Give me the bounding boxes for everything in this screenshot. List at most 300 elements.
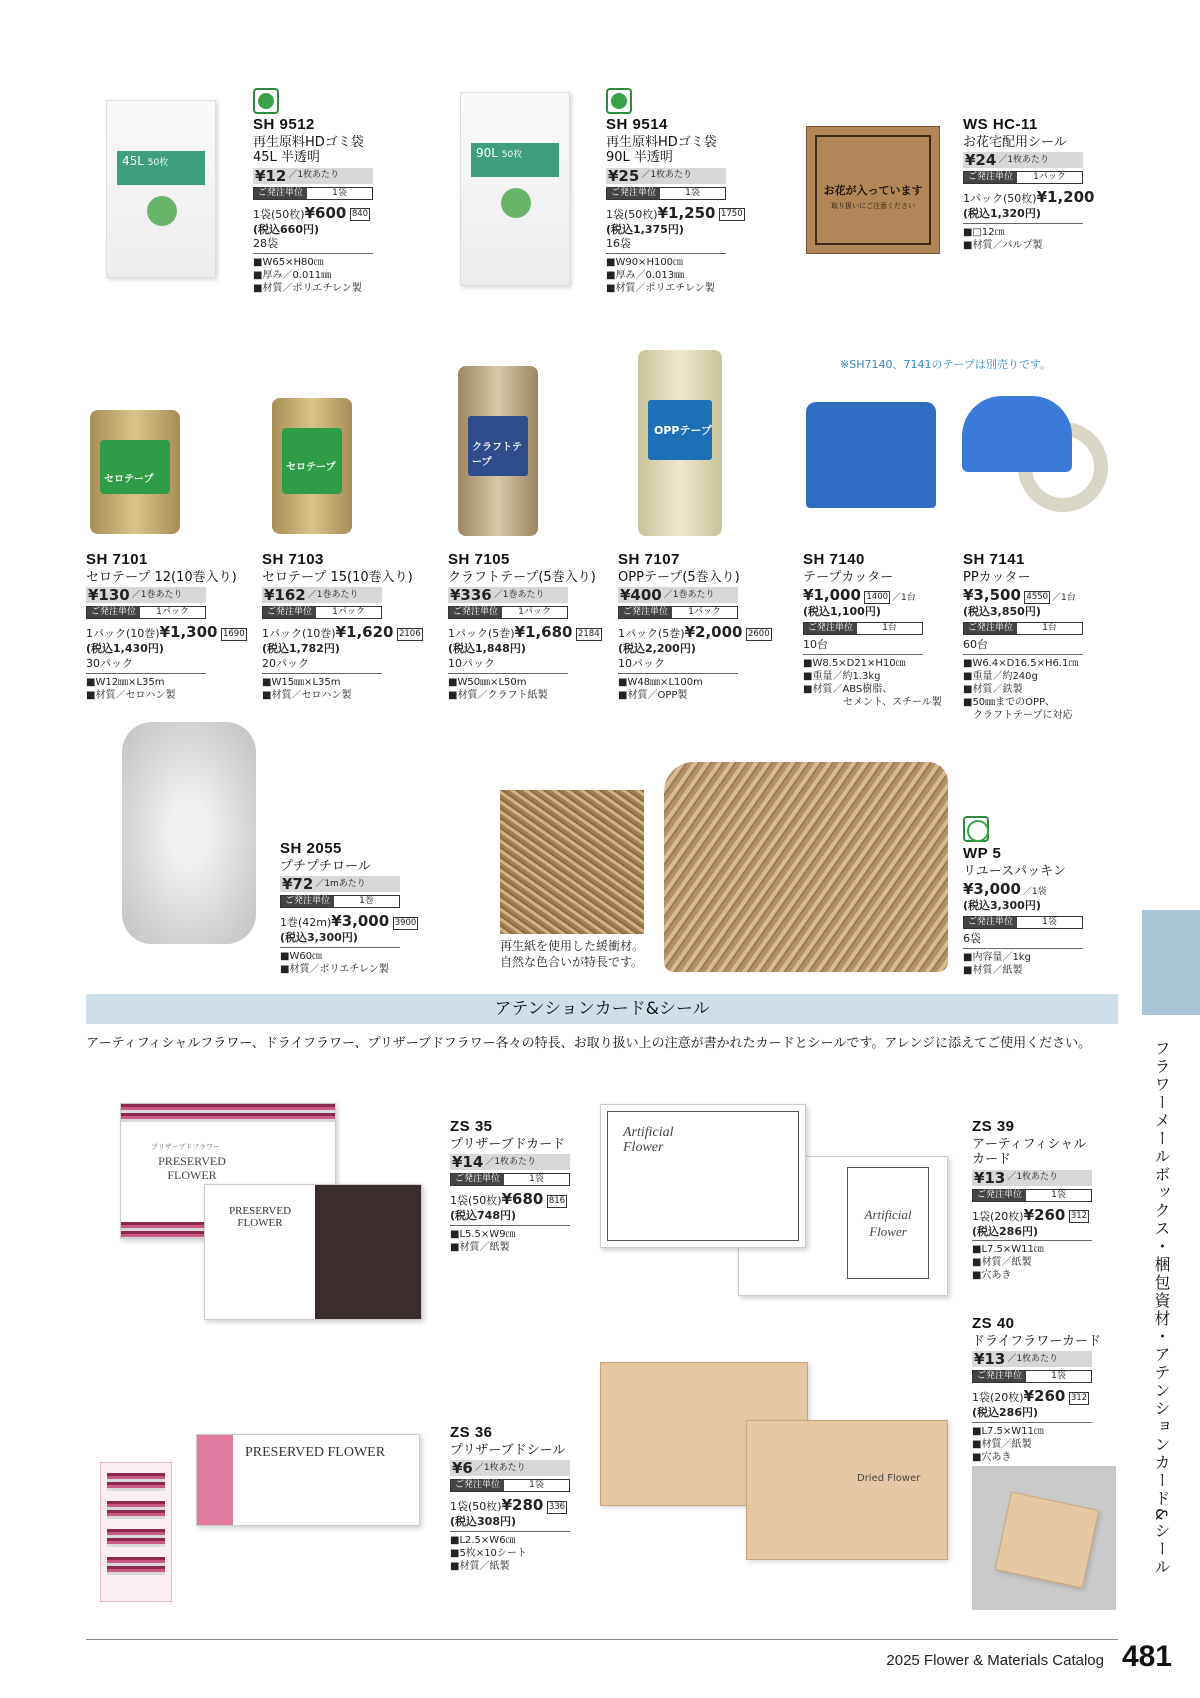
product-name: お花宅配用シール — [963, 134, 1067, 150]
spec-line: ■5枚×10シート — [450, 1547, 527, 1559]
dried-flower-card-hanging-image — [972, 1466, 1116, 1610]
order-unit-label: ご発注単位 — [964, 172, 1017, 183]
number-box: 2600 — [747, 628, 770, 639]
pack-size: 1袋(50枚) — [450, 1500, 502, 1514]
order-unit-value: 1袋 — [685, 187, 700, 198]
bubble-wrap-roll-image — [122, 722, 256, 944]
product-sh7141 — [963, 551, 1123, 722]
order-unit-row — [963, 916, 1083, 929]
tax-price: (税込1,848円) — [448, 642, 526, 656]
case-quantity: 16袋 — [606, 237, 726, 254]
tax-price: (税込3,850円) — [963, 605, 1041, 619]
spec-line: ■W60㎝ — [280, 950, 323, 962]
unit-per: ／1枚あたり — [641, 170, 693, 181]
spec-line: ■材質／紙製 — [450, 1241, 510, 1253]
number-box: 4550 — [1026, 591, 1049, 602]
spec-line: ■W50㎜×L50m — [448, 676, 527, 688]
product-zs36 — [450, 1424, 610, 1573]
product-name: アーティフィシャル カード — [972, 1136, 1087, 1168]
cellotape-15-image — [272, 398, 352, 534]
spec-line: ■W90×H100㎝ — [606, 257, 684, 269]
order-unit-row — [86, 606, 206, 619]
side-index-tab — [1142, 910, 1200, 1015]
product-sh7103 — [262, 551, 422, 702]
spec-line: ■材質／セロハン製 — [86, 689, 176, 701]
tape-label — [648, 400, 712, 460]
pack-size: 1パック(50枚) — [963, 192, 1037, 206]
unit-price: ¥6 — [452, 1458, 473, 1477]
pack-size: 1パック(10巻) — [86, 627, 160, 641]
unit-price-row — [450, 1154, 570, 1170]
product-wshc11 — [963, 116, 1123, 252]
order-unit-value: 1パック — [156, 607, 189, 618]
case-quantity: 10パック — [618, 657, 738, 674]
unit-price-row — [803, 586, 963, 605]
number-box: 3900 — [394, 917, 417, 928]
product-name: プチプチロール — [280, 858, 371, 874]
order-unit-label: ご発注単位 — [87, 607, 140, 618]
product-code: ZS 36 — [450, 1424, 493, 1441]
order-unit-label: ご発注単位 — [451, 1480, 504, 1491]
order-unit-row — [262, 606, 382, 619]
unit-price: ¥1,000 — [803, 586, 861, 605]
shredded-paper-closeup-image — [500, 790, 644, 934]
pack-size: 1袋(50枚) — [450, 1194, 502, 1208]
order-unit-value: 1袋 — [1042, 916, 1057, 927]
tax-price: (税込660円) — [253, 222, 320, 236]
unit-per: ／1枚あたり — [1007, 1172, 1059, 1183]
case-quantity: 20パック — [262, 657, 382, 674]
order-unit-label: ご発注単位 — [263, 607, 316, 618]
unit-per: ／1枚あたり — [998, 154, 1050, 165]
product-name: リユースパッキン — [963, 863, 1066, 879]
tax-price: (税込1,782円) — [262, 642, 340, 656]
product-zs39 — [972, 1118, 1132, 1282]
side-index-label: フラワーメールボックス・梱包資材・アテンションカード&シール — [1152, 1040, 1171, 1577]
tape-label-text: セロテープ — [104, 474, 154, 485]
tape-label — [100, 440, 170, 494]
spec-line: ■L7.5×W11㎝ — [972, 1244, 1044, 1256]
product-name: セロテープ 12(10巻入り) — [86, 569, 237, 585]
card-title: Artificial Flower — [623, 1125, 674, 1156]
order-unit-label: ご発注単位 — [973, 1190, 1026, 1201]
pack-size: 1パック(5巻) — [448, 627, 515, 641]
spec-line: ■材質／ポリエチレン製 — [280, 963, 389, 975]
unit-price: ¥3,500 — [963, 586, 1021, 605]
order-unit-value: 1袋 — [332, 187, 347, 198]
spec-line: ■厚み／0.013㎜ — [606, 270, 685, 282]
tax-price: (税込3,300円) — [963, 899, 1041, 913]
bag-count: 50枚 — [147, 158, 169, 168]
card-right-panel — [315, 1185, 421, 1319]
order-unit-value: 1袋 — [1051, 1189, 1066, 1200]
order-unit-value: 1袋 — [1051, 1371, 1066, 1382]
cellotape-12-image — [90, 410, 180, 534]
pack-price: ¥1,680 — [514, 623, 573, 642]
tree-icon — [501, 188, 531, 218]
unit-price: ¥13 — [974, 1168, 1006, 1187]
section-description: アーティフィシャルフラワー、ドライフラワー、プリザーブドフラワー各々の特長、お取り扱い上の注意が書かれたカードとシールです。アレンジに添えてご使用ください。 — [86, 1036, 1092, 1051]
page-number: 481 — [1121, 1640, 1172, 1673]
bag-label — [117, 151, 205, 185]
pack-size: 1パック(10巻) — [262, 627, 336, 641]
spec-line: ■材質／ポリエチレン製 — [253, 283, 362, 295]
unit-per: ／1袋 — [1022, 887, 1047, 898]
unit-per: ／1mあたり — [315, 878, 366, 889]
unit-price-row — [280, 876, 400, 892]
product-name: テープカッター — [803, 569, 894, 585]
unit-price: ¥25 — [608, 166, 640, 185]
unit-per: ／1巻あたり — [131, 589, 183, 600]
pack-price-row — [450, 1190, 610, 1209]
card-title: PRESERVED FLOWER — [158, 1154, 226, 1183]
pack-size: 1袋(50枚) — [253, 207, 305, 221]
pack-price-row — [280, 912, 440, 931]
spec-line: ■50㎜までのOPP、 — [963, 696, 1056, 708]
spec-line: ■材質／ABS樹脂、 — [803, 683, 893, 695]
pp-cutter-image — [958, 392, 1110, 532]
tape-label-text: クラフトテープ — [472, 442, 522, 468]
reuse-packing-bag-image — [664, 762, 948, 972]
order-unit-value: 1巻 — [359, 896, 374, 907]
hanging-tag — [995, 1492, 1100, 1589]
number-box: 1690 — [222, 628, 245, 639]
order-unit-row — [448, 606, 568, 619]
card-title: Artificial Flower — [864, 1207, 912, 1239]
seal-title: PRESERVED FLOWER — [245, 1445, 386, 1460]
spec-line: セメント、スチール製 — [803, 696, 942, 708]
bag-size: 45L — [122, 154, 144, 168]
order-unit-label: ご発注単位 — [964, 917, 1017, 928]
number-box: 2106 — [398, 628, 421, 639]
unit-per: ／1枚あたり — [288, 170, 340, 181]
product-code: SH 2055 — [280, 840, 342, 857]
spec-line: ■W48㎜×L100m — [618, 676, 703, 688]
tape-label — [282, 428, 342, 494]
bag-label — [471, 143, 559, 177]
bag-size: 90L — [476, 146, 498, 160]
order-unit-label: ご発注単位 — [973, 1371, 1026, 1382]
order-unit-label: ご発注単位 — [451, 1174, 504, 1185]
pack-price: ¥1,620 — [335, 623, 394, 642]
order-unit-row — [963, 622, 1083, 635]
case-quantity: 30パック — [86, 657, 206, 674]
case-quantity: 10パック — [448, 657, 568, 674]
order-unit-label: ご発注単位 — [607, 188, 660, 199]
order-unit-value: 1台 — [1042, 622, 1057, 633]
recycle-globe-icon — [963, 816, 989, 842]
garbage-bag-90l-image — [460, 92, 570, 286]
product-sh7105 — [448, 551, 608, 702]
number-box: 2184 — [577, 628, 600, 639]
tape-dispenser-image — [806, 402, 936, 508]
pack-price: ¥2,000 — [684, 623, 743, 642]
order-unit-label: ご発注単位 — [964, 623, 1017, 634]
product-name: セロテープ 15(10巻入り) — [262, 569, 413, 585]
unit-price: ¥24 — [965, 150, 997, 169]
pack-price: ¥1,300 — [159, 623, 218, 642]
pack-price-row — [86, 623, 246, 642]
order-unit-value: 1パック — [1033, 172, 1066, 183]
seal-text — [817, 182, 929, 211]
product-sh7140 — [803, 551, 963, 709]
spec-line: ■材質／紙製 — [963, 964, 1023, 976]
unit-price-row — [963, 880, 1123, 899]
spec-line: ■穴あき — [972, 1451, 1012, 1463]
product-sh7101 — [86, 551, 246, 702]
pack-size: 1袋(50枚) — [606, 207, 658, 221]
spec-line: ■L5.5×W9㎝ — [450, 1228, 516, 1240]
pack-size: 1パック(5巻) — [618, 627, 685, 641]
product-code: SH 7103 — [262, 551, 324, 568]
pack-price: ¥680 — [501, 1190, 544, 1209]
unit-price: ¥72 — [282, 874, 314, 893]
spec-line: ■□12㎝ — [963, 226, 1005, 238]
product-sh7107 — [618, 551, 778, 702]
product-name: ドライフラワーカード — [972, 1333, 1101, 1349]
product-name: プリザーブドカード — [450, 1136, 566, 1152]
unit-price-row — [963, 586, 1123, 605]
unit-price-row — [448, 587, 568, 603]
tape-label — [468, 416, 528, 476]
order-unit-value: 1パック — [518, 607, 551, 618]
section-title: アテンションカード&シール — [86, 994, 1118, 1024]
pack-size: 1巻(42m) — [280, 916, 332, 930]
card-left-panel — [205, 1185, 315, 1319]
order-unit-row — [450, 1479, 570, 1492]
product-code: WP 5 — [963, 845, 1002, 862]
pack-price-row — [253, 204, 413, 223]
product-wp5 — [963, 845, 1123, 977]
unit-price: ¥14 — [452, 1152, 484, 1171]
unit-price: ¥13 — [974, 1349, 1006, 1368]
seal-row — [107, 1501, 165, 1519]
tax-price: (税込286円) — [972, 1225, 1092, 1242]
number-box: 312 — [1070, 1211, 1088, 1222]
tape-label-text: OPPテープ — [654, 424, 712, 437]
spec-line: ■L2.5×W6㎝ — [450, 1534, 516, 1546]
preserved-seal-closeup-image — [196, 1434, 420, 1526]
product-code: ZS 39 — [972, 1118, 1015, 1135]
order-unit-row — [450, 1173, 570, 1186]
spec-line: クラフトテープに対応 — [963, 709, 1073, 721]
pack-price-row — [972, 1206, 1132, 1225]
pack-price-row — [606, 204, 766, 223]
unit-per: ／1枚あたり — [474, 1462, 526, 1473]
spec-line: ■材質／OPP製 — [618, 689, 688, 701]
cutter-frame — [962, 396, 1072, 472]
bag-count: 50枚 — [501, 150, 523, 160]
product-code: WS HC-11 — [963, 116, 1038, 133]
pack-size: 1袋(20枚) — [972, 1209, 1024, 1223]
pack-price-row — [963, 188, 1123, 207]
kraft-tape-image — [458, 366, 538, 536]
tape-sold-separately-note: ※SH7140、7141のテープは別売りです。 — [840, 358, 1052, 371]
shred-caption — [500, 938, 644, 970]
pack-price: ¥600 — [304, 203, 347, 222]
pack-price-row — [448, 623, 608, 642]
unit-price-row — [450, 1460, 570, 1476]
order-unit-value: 1台 — [882, 622, 897, 633]
order-unit-label: ご発注単位 — [449, 607, 502, 618]
flower-delivery-seal-image — [806, 126, 940, 254]
pack-price-row — [262, 623, 422, 642]
card-title: Dried Flower — [857, 1473, 921, 1484]
unit-price: ¥3,000 — [963, 880, 1021, 899]
product-sh2055 — [280, 840, 440, 976]
order-unit-label: ご発注単位 — [254, 188, 307, 199]
order-unit-value: 1パック — [688, 607, 721, 618]
unit-per: ／1巻あたり — [663, 589, 715, 600]
seal-row — [107, 1473, 165, 1491]
case-quantity: 10台 — [803, 638, 923, 655]
case-quantity: 6袋 — [963, 932, 1083, 949]
spec-line: ■材質／セロハン製 — [262, 689, 352, 701]
spec-line: ■重量／約240g — [963, 670, 1038, 682]
order-unit-value: 1袋 — [529, 1480, 544, 1491]
unit-per: ／1台 — [892, 593, 916, 604]
spec-line: ■重量／約1.3kg — [803, 670, 881, 682]
caption-line: 再生紙を使用した緩衝材。 — [500, 939, 645, 953]
product-sh9512 — [253, 116, 413, 295]
pack-price: ¥1,200 — [1036, 188, 1095, 207]
card-stripe — [121, 1104, 335, 1122]
product-code: SH 7101 — [86, 551, 148, 568]
unit-price-row — [606, 168, 726, 184]
order-unit-row — [253, 187, 373, 200]
card-subtitle: プリザーブドフラワー — [151, 1143, 221, 1151]
product-sh9514 — [606, 116, 766, 295]
tax-price: (税込3,300円) — [280, 931, 400, 948]
order-unit-row — [280, 895, 400, 908]
tax-price: (税込748円) — [450, 1209, 570, 1226]
seal-row — [107, 1557, 165, 1575]
pack-price: ¥260 — [1023, 1387, 1066, 1406]
opp-tape-image — [638, 350, 722, 536]
unit-price: ¥400 — [620, 585, 662, 604]
eco-mark-icon — [253, 88, 279, 114]
tax-price: (税込1,320円) — [963, 207, 1083, 224]
spec-line: ■W8.5×D21×H10㎝ — [803, 657, 906, 669]
spec-line: ■W6.4×D16.5×H6.1㎝ — [963, 657, 1079, 669]
card-title: PRESERVED FLOWER — [228, 1205, 292, 1229]
order-unit-label: ご発注単位 — [281, 896, 334, 907]
product-zs40 — [972, 1315, 1132, 1464]
preserved-card-back-image — [204, 1184, 422, 1320]
unit-price-row — [972, 1170, 1092, 1186]
product-zs35 — [450, 1118, 610, 1254]
footer-divider — [86, 1639, 1118, 1640]
product-code: SH 7140 — [803, 551, 865, 568]
pack-price-row — [972, 1387, 1132, 1406]
spec-line: ■穴あき — [972, 1270, 1012, 1282]
footer-catalog-name: 2025 Flower & Materials Catalog — [886, 1652, 1104, 1669]
unit-price-row — [253, 168, 373, 184]
spec-line: ■材質／紙製 — [972, 1438, 1032, 1450]
unit-per: ／1枚あたり — [485, 1156, 537, 1167]
product-name: PPカッター — [963, 569, 1031, 585]
number-box: 312 — [1070, 1392, 1088, 1403]
unit-price-row — [972, 1351, 1092, 1367]
unit-price-row — [262, 587, 382, 603]
dried-flower-card-back-image — [746, 1420, 948, 1560]
product-name: 再生原料HDゴミ袋 90L 半透明 — [606, 134, 717, 166]
number-box: 1750 — [720, 209, 743, 220]
spec-line: ■W12㎜×L35m — [86, 676, 165, 688]
order-unit-label: ご発注単位 — [804, 623, 857, 634]
order-unit-row — [606, 187, 726, 200]
product-code: SH 7107 — [618, 551, 680, 568]
unit-price-row — [963, 152, 1083, 168]
pack-price-row — [618, 623, 778, 642]
spec-line: ■W65×H80㎝ — [253, 257, 324, 269]
seal-row — [107, 1529, 165, 1547]
unit-price-row — [618, 587, 738, 603]
number-box: 816 — [548, 1195, 566, 1206]
spec-line: ■材質／紙製 — [972, 1257, 1032, 1269]
tree-icon — [147, 196, 177, 226]
order-unit-label: ご発注単位 — [619, 607, 672, 618]
tax-price: (税込1,430円) — [86, 642, 164, 656]
order-unit-row — [803, 622, 923, 635]
tax-price: (税込2,200円) — [618, 642, 696, 656]
unit-per: ／1巻あたり — [493, 589, 545, 600]
order-unit-value: 1パック — [332, 607, 365, 618]
spec-line: ■材質／鉄製 — [963, 683, 1023, 695]
spec-line: ■材質／ポリエチレン製 — [606, 283, 715, 295]
product-name: プリザーブドシール — [450, 1442, 566, 1458]
caption-line: 自然な色合いが特長です。 — [500, 955, 644, 970]
preserved-seal-sheet-image — [100, 1462, 172, 1602]
seal-subtitle: 取り扱いにご注意ください — [831, 202, 915, 210]
tax-price: (税込1,375円) — [606, 222, 684, 236]
unit-price: ¥12 — [255, 166, 287, 185]
spec-line: ■内容量／1kg — [963, 951, 1031, 963]
product-name: 再生原料HDゴミ袋 45L 半透明 — [253, 134, 364, 166]
spec-line: ■L7.5×W11㎝ — [972, 1425, 1044, 1437]
product-code: ZS 35 — [450, 1118, 493, 1135]
spec-line: ■W15㎜×L35m — [262, 676, 341, 688]
unit-price: ¥162 — [264, 585, 306, 604]
number-box: 840 — [351, 209, 369, 220]
spec-line: ■厚み／0.011㎜ — [253, 270, 332, 282]
unit-per: ／1台 — [1052, 593, 1076, 604]
product-code: ZS 40 — [972, 1315, 1015, 1332]
pack-price: ¥260 — [1023, 1205, 1066, 1224]
order-unit-row — [972, 1370, 1092, 1383]
order-unit-row — [963, 171, 1083, 184]
product-code: SH 9512 — [253, 116, 315, 133]
number-box: 1400 — [866, 591, 889, 602]
pack-price-row — [450, 1496, 610, 1515]
unit-per: ／1枚あたり — [1007, 1353, 1059, 1364]
case-quantity: 28袋 — [253, 237, 373, 254]
tax-price: (税込308円) — [450, 1515, 570, 1532]
product-name: クラフトテープ(5巻入り) — [448, 569, 596, 585]
unit-price: ¥130 — [88, 585, 130, 604]
eco-mark-icon — [606, 88, 632, 114]
product-code: SH 9514 — [606, 116, 668, 133]
unit-price: ¥336 — [450, 585, 492, 604]
seal-pink-edge — [197, 1435, 233, 1525]
artificial-card-front-image — [600, 1104, 806, 1248]
product-name: OPPテープ(5巻入り) — [618, 569, 740, 585]
order-unit-value: 1袋 — [529, 1174, 544, 1185]
spec-line: ■材質／紙製 — [450, 1560, 510, 1572]
product-code: SH 7141 — [963, 551, 1025, 568]
case-quantity: 60台 — [963, 638, 1083, 655]
seal-title: お花が入っています — [823, 184, 923, 197]
